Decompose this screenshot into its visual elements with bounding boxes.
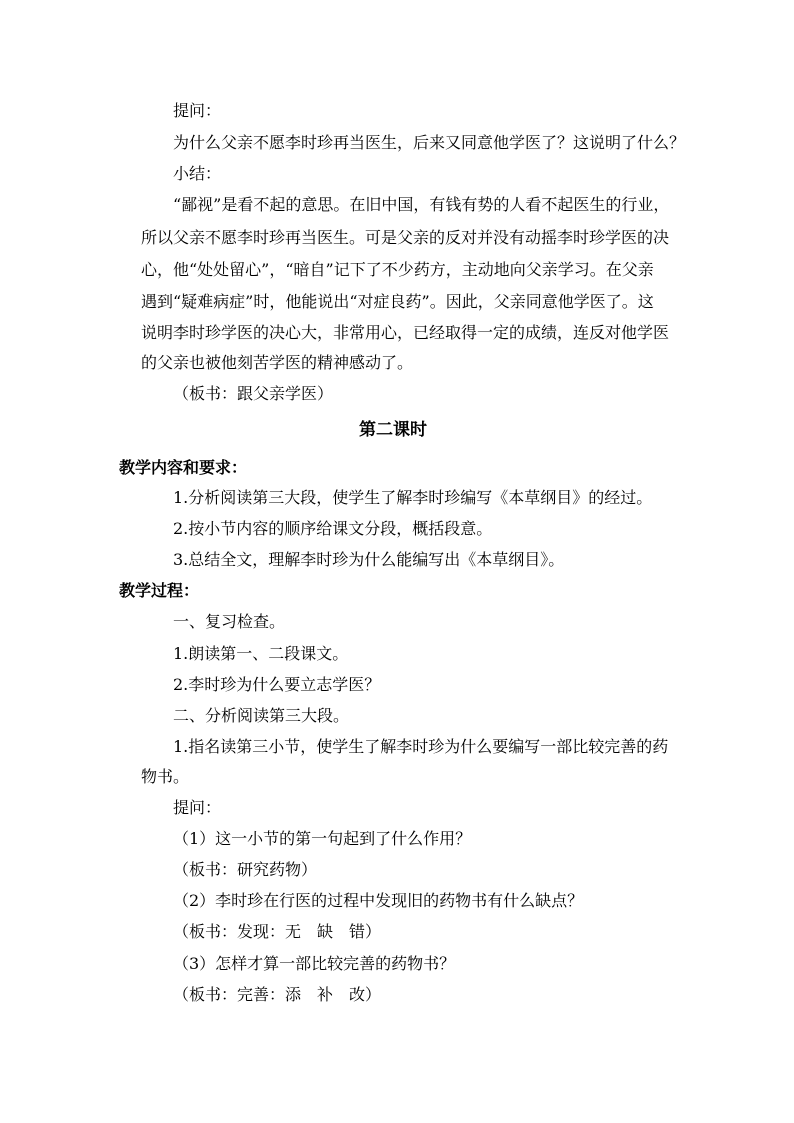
question-item: （3）怎样才算一部比较完善的药物书？: [173, 954, 456, 973]
prompt-label: 提问：: [173, 798, 222, 817]
question-item: （2）李时珍在行医的过程中发现旧的药物书有什么缺点？: [173, 891, 584, 910]
content-heading: 教学内容和要求：: [119, 458, 248, 477]
process-step: 一、复习检查。: [173, 612, 286, 631]
board-note: （板书：研究药物）: [173, 860, 318, 879]
requirement-item: 1.分析阅读第三大段，使学生了解李时珍编写《本草纲目》的经过。: [173, 488, 653, 507]
section-title: 第二课时: [359, 420, 427, 440]
summary-paragraph-line: 说明李时珍学医的决心大，非常用心，已经取得一定的成绩，连反对他学医: [141, 323, 670, 342]
process-step: 1.指名读第三小节，使学生了解李时珍为什么要编写一部比较完善的药: [173, 737, 669, 756]
process-step: 2.李时珍为什么要立志学医？: [173, 675, 381, 694]
summary-paragraph-line: 的父亲也被他刻苦学医的精神感动了。: [141, 353, 414, 372]
summary-paragraph-line: 所以父亲不愿李时珍再当医生。可是父亲的反对并没有动摇李时珍学医的决: [141, 228, 670, 247]
summary-paragraph-line: 心，他“处处留心”，“暗自”记下了不少药方，主动地向父亲学习。在父亲: [141, 260, 654, 279]
requirement-item: 3.总结全文，理解李时珍为什么能编写出《本草纲目》。: [173, 550, 565, 569]
process-step: 1.朗读第一、二段课文。: [173, 644, 349, 663]
process-step: 二、分析阅读第三大段。: [173, 706, 350, 725]
process-heading: 教学过程：: [119, 581, 200, 600]
board-note: （板书：完善：添 补 改）: [173, 985, 382, 1004]
summary-label: 小结：: [173, 164, 222, 183]
requirement-item: 2.按小节内容的顺序给课文分段，概括段意。: [173, 519, 493, 538]
summary-paragraph-line: “鄙视”是看不起的意思。在旧中国，有钱有势的人看不起医生的行业，: [173, 195, 670, 214]
process-step-continuation: 物书。: [141, 767, 190, 786]
summary-paragraph-line: 遇到“疑难病症”时，他能说出“对症良药”。因此，父亲同意他学医了。这: [141, 292, 654, 311]
question-text: 为什么父亲不愿李时珍再当医生，后来又同意他学医了？这说明了什么？: [173, 133, 686, 152]
question-item: （1）这一小节的第一句起到了什么作用？: [173, 829, 472, 848]
board-note: （板书：发现：无 缺 错）: [173, 922, 382, 941]
prompt-label: 提问：: [173, 101, 222, 120]
board-note: （板书：跟父亲学医）: [173, 384, 334, 403]
